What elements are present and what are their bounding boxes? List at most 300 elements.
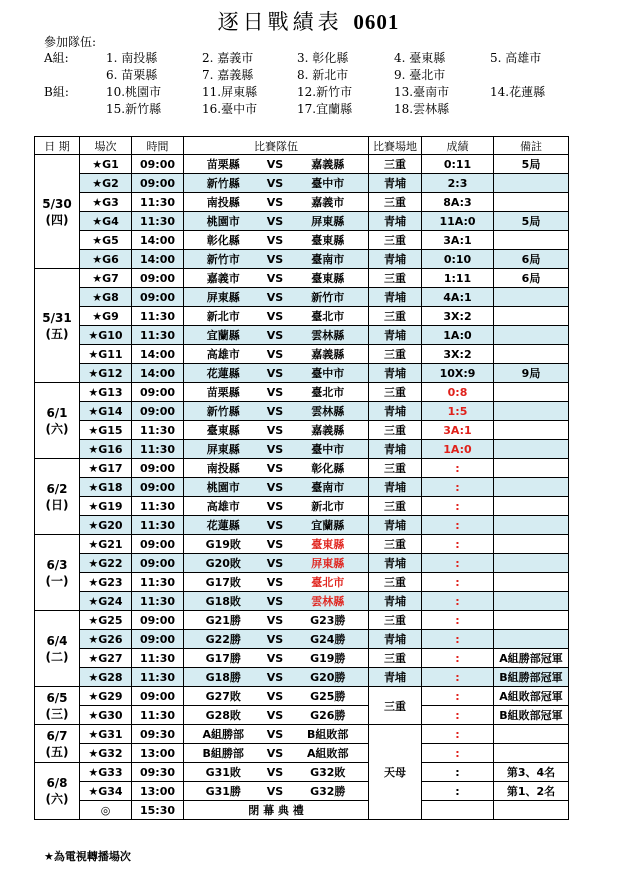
- weekday-label: (五): [45, 326, 69, 341]
- score: :: [422, 668, 494, 687]
- away-team: 屏東縣: [288, 212, 369, 231]
- game-id: ★G29: [80, 687, 132, 706]
- closing-id: ◎: [80, 801, 132, 820]
- note: 6局: [494, 269, 569, 288]
- table-row: [35, 573, 569, 592]
- home-team: 南投縣: [184, 459, 263, 478]
- closing-note: [494, 801, 569, 820]
- weekday-label: (四): [45, 212, 69, 227]
- note: A組勝部冠軍: [494, 649, 569, 668]
- team-entry: 16.臺中市: [202, 102, 258, 116]
- date-cell: [35, 687, 80, 725]
- game-id: ★G23: [80, 573, 132, 592]
- table-row: [35, 193, 569, 212]
- closing-label: 閉 幕 典 禮: [184, 801, 369, 820]
- team-entry: 3. 彰化縣: [297, 51, 349, 65]
- table-row: [35, 231, 569, 250]
- game-time: 09:00: [132, 630, 184, 649]
- game-id: ★G20: [80, 516, 132, 535]
- venue: 青埔: [369, 174, 422, 193]
- team-entry: 8. 新北市: [297, 68, 349, 82]
- table-row: [35, 687, 569, 706]
- home-team: 桃園市: [184, 478, 263, 497]
- home-team: G17勝: [184, 649, 263, 668]
- note: [494, 611, 569, 630]
- game-id: ★G7: [80, 269, 132, 288]
- game-time: 09:00: [132, 402, 184, 421]
- home-team: B組勝部: [184, 744, 263, 763]
- away-team: 臺東縣: [288, 535, 369, 554]
- venue: 三重: [369, 459, 422, 478]
- game-time: 11:30: [132, 307, 184, 326]
- venue: 青埔: [369, 402, 422, 421]
- score: :: [422, 782, 494, 801]
- game-time: 14:00: [132, 231, 184, 250]
- note: B組敗部冠軍: [494, 706, 569, 725]
- game-id: ★G32: [80, 744, 132, 763]
- score: :: [422, 744, 494, 763]
- score: 2:3: [422, 174, 494, 193]
- away-team: 臺南市: [288, 478, 369, 497]
- home-team: G22勝: [184, 630, 263, 649]
- note: [494, 630, 569, 649]
- game-id: ★G8: [80, 288, 132, 307]
- date-cell: [35, 269, 80, 383]
- date-cell: [35, 725, 80, 763]
- score: 0:10: [422, 250, 494, 269]
- note: [494, 497, 569, 516]
- score: :: [422, 592, 494, 611]
- home-team: 彰化縣: [184, 231, 263, 250]
- teams-heading: 參加隊伍:: [44, 35, 97, 49]
- venue: 三重: [369, 383, 422, 402]
- vs-label: VS: [263, 782, 288, 801]
- game-id: ★G9: [80, 307, 132, 326]
- vs-label: VS: [263, 345, 288, 364]
- away-team: 臺中市: [288, 174, 369, 193]
- away-team: 宜蘭縣: [288, 516, 369, 535]
- game-id: ★G31: [80, 725, 132, 744]
- score: :: [422, 706, 494, 725]
- table-row: [35, 440, 569, 459]
- venue: 青埔: [369, 326, 422, 345]
- home-team: G20敗: [184, 554, 263, 573]
- table-row: [35, 554, 569, 573]
- away-team: 臺東縣: [288, 269, 369, 288]
- vs-label: VS: [263, 383, 288, 402]
- vs-label: VS: [263, 155, 288, 174]
- game-id: ★G1: [80, 155, 132, 174]
- table-row: [35, 592, 569, 611]
- col-header-venue: 比賽場地: [369, 137, 422, 155]
- note: [494, 421, 569, 440]
- vs-label: VS: [263, 326, 288, 345]
- table-row: [35, 212, 569, 231]
- score: 3X:2: [422, 307, 494, 326]
- venue: 三重: [369, 269, 422, 288]
- game-id: ★G3: [80, 193, 132, 212]
- vs-label: VS: [263, 573, 288, 592]
- vs-label: VS: [263, 250, 288, 269]
- game-id: ★G14: [80, 402, 132, 421]
- away-team: G19勝: [288, 649, 369, 668]
- note: [494, 402, 569, 421]
- game-time: 11:30: [132, 706, 184, 725]
- home-team: G18勝: [184, 668, 263, 687]
- col-header-time: 時間: [132, 137, 184, 155]
- table-row: [35, 307, 569, 326]
- game-time: 11:30: [132, 440, 184, 459]
- game-id: ★G10: [80, 326, 132, 345]
- date-label: 6/3: [46, 557, 68, 572]
- team-entry: 7. 嘉義縣: [202, 68, 254, 82]
- game-id: ★G28: [80, 668, 132, 687]
- vs-label: VS: [263, 763, 288, 782]
- vs-label: VS: [263, 744, 288, 763]
- weekday-label: (五): [45, 744, 69, 759]
- footnote: ★為電視轉播場次: [44, 850, 131, 863]
- venue: 青埔: [369, 516, 422, 535]
- game-id: ★G11: [80, 345, 132, 364]
- date-label: 6/2: [46, 481, 68, 496]
- note: [494, 478, 569, 497]
- col-header-score: 成績: [422, 137, 494, 155]
- table-row: [35, 421, 569, 440]
- game-id: ★G25: [80, 611, 132, 630]
- away-team: A組敗部: [288, 744, 369, 763]
- page-title: [0, 6, 617, 36]
- vs-label: VS: [263, 535, 288, 554]
- home-team: G28敗: [184, 706, 263, 725]
- game-time: 09:00: [132, 478, 184, 497]
- vs-label: VS: [263, 668, 288, 687]
- vs-label: VS: [263, 288, 288, 307]
- game-id: ★G24: [80, 592, 132, 611]
- score: :: [422, 649, 494, 668]
- team-entry: 5. 高雄市: [490, 51, 542, 65]
- team-entry: 13.臺南市: [394, 85, 450, 99]
- date-label: 6/7: [46, 728, 68, 743]
- col-header-note: 備註: [494, 137, 569, 155]
- home-team: 嘉義市: [184, 269, 263, 288]
- group-a-label: A組:: [44, 51, 69, 65]
- away-team: 嘉義市: [288, 193, 369, 212]
- note: [494, 516, 569, 535]
- game-id: ★G34: [80, 782, 132, 801]
- vs-label: VS: [263, 459, 288, 478]
- weekday-label: (六): [45, 792, 69, 806]
- note: 5局: [494, 212, 569, 231]
- away-team: 臺北市: [288, 383, 369, 402]
- home-team: 花蓮縣: [184, 516, 263, 535]
- game-id: ★G30: [80, 706, 132, 725]
- game-time: 11:30: [132, 516, 184, 535]
- vs-label: VS: [263, 440, 288, 459]
- game-time: 09:00: [132, 687, 184, 706]
- away-team: G25勝: [288, 687, 369, 706]
- vs-label: VS: [263, 231, 288, 250]
- table-row: [35, 782, 569, 801]
- table-row: [35, 630, 569, 649]
- game-id: ★G18: [80, 478, 132, 497]
- home-team: 新北市: [184, 307, 263, 326]
- score: 4A:1: [422, 288, 494, 307]
- note: [494, 345, 569, 364]
- game-id: ★G21: [80, 535, 132, 554]
- note: [494, 535, 569, 554]
- game-time: 09:00: [132, 554, 184, 573]
- venue: 青埔: [369, 288, 422, 307]
- score: 8A:3: [422, 193, 494, 212]
- game-time: 11:30: [132, 421, 184, 440]
- home-team: 新竹縣: [184, 402, 263, 421]
- table-row: [35, 364, 569, 383]
- note: [494, 554, 569, 573]
- vs-label: VS: [263, 725, 288, 744]
- score: 3A:1: [422, 421, 494, 440]
- table-row: [35, 345, 569, 364]
- date-label: 6/8: [46, 776, 68, 790]
- closing-row: [35, 801, 569, 820]
- game-id: ★G27: [80, 649, 132, 668]
- game-time: 09:00: [132, 288, 184, 307]
- score: :: [422, 478, 494, 497]
- vs-label: VS: [263, 193, 288, 212]
- home-team: G31勝: [184, 782, 263, 801]
- note: [494, 174, 569, 193]
- score: 11A:0: [422, 212, 494, 231]
- weekday-label: (二): [45, 649, 69, 664]
- vs-label: VS: [263, 364, 288, 383]
- home-team: G21勝: [184, 611, 263, 630]
- table-row: [35, 269, 569, 288]
- home-team: 屏東縣: [184, 440, 263, 459]
- note: [494, 592, 569, 611]
- team-entry: 17.宜蘭縣: [297, 102, 353, 116]
- home-team: 新竹市: [184, 250, 263, 269]
- group-b-label: B組:: [44, 85, 69, 99]
- home-team: 高雄市: [184, 345, 263, 364]
- vs-label: VS: [263, 706, 288, 725]
- table-row: [35, 611, 569, 630]
- venue: 三重: [369, 573, 422, 592]
- table-row: [35, 725, 569, 744]
- col-header-game: 場次: [80, 137, 132, 155]
- game-time: 09:30: [132, 763, 184, 782]
- game-id: ★G17: [80, 459, 132, 478]
- date-cell: [35, 383, 80, 459]
- vs-label: VS: [263, 630, 288, 649]
- vs-label: VS: [263, 611, 288, 630]
- note: [494, 326, 569, 345]
- date-cell: [35, 459, 80, 535]
- team-entry: 6. 苗栗縣: [106, 68, 158, 82]
- score: :: [422, 630, 494, 649]
- game-id: ★G13: [80, 383, 132, 402]
- game-time: 11:30: [132, 592, 184, 611]
- home-team: G31敗: [184, 763, 263, 782]
- away-team: 屏東縣: [288, 554, 369, 573]
- away-team: 臺南市: [288, 250, 369, 269]
- game-id: ★G16: [80, 440, 132, 459]
- away-team: 臺中市: [288, 364, 369, 383]
- note: 第1、2名: [494, 782, 569, 801]
- game-time: 13:00: [132, 744, 184, 763]
- away-team: 新北市: [288, 497, 369, 516]
- weekday-label: (六): [45, 421, 69, 436]
- venue: 青埔: [369, 592, 422, 611]
- game-time: 11:30: [132, 193, 184, 212]
- date-cell: [35, 611, 80, 687]
- away-team: 雲林縣: [288, 402, 369, 421]
- home-team: 南投縣: [184, 193, 263, 212]
- venue: 三重: [369, 421, 422, 440]
- table-row: [35, 649, 569, 668]
- vs-label: VS: [263, 212, 288, 231]
- venue: 青埔: [369, 668, 422, 687]
- home-team: G27敗: [184, 687, 263, 706]
- table-row: [35, 478, 569, 497]
- vs-label: VS: [263, 174, 288, 193]
- title-code: 0601: [353, 10, 400, 34]
- note: B組勝部冠軍: [494, 668, 569, 687]
- away-team: 雲林縣: [288, 592, 369, 611]
- venue: 青埔: [369, 478, 422, 497]
- game-time: 11:30: [132, 649, 184, 668]
- away-team: 嘉義縣: [288, 345, 369, 364]
- away-team: G24勝: [288, 630, 369, 649]
- schedule-table: [34, 136, 569, 820]
- venue: 三重: [369, 193, 422, 212]
- vs-label: VS: [263, 478, 288, 497]
- away-team: 嘉義縣: [288, 155, 369, 174]
- game-id: ★G12: [80, 364, 132, 383]
- score: 3A:1: [422, 231, 494, 250]
- score: :: [422, 516, 494, 535]
- table-row: [35, 535, 569, 554]
- table-row: [35, 744, 569, 763]
- score: :: [422, 554, 494, 573]
- vs-label: VS: [263, 497, 288, 516]
- venue: 三重: [369, 611, 422, 630]
- team-entry: 14.花蓮縣: [490, 85, 546, 99]
- home-team: 花蓮縣: [184, 364, 263, 383]
- table-row: [35, 250, 569, 269]
- date-label: 6/5: [46, 690, 68, 705]
- game-time: 13:00: [132, 782, 184, 801]
- game-time: 11:30: [132, 668, 184, 687]
- venue: 三重: [369, 307, 422, 326]
- closing-score: [422, 801, 494, 820]
- team-entry: 10.桃園市: [106, 85, 162, 99]
- vs-label: VS: [263, 554, 288, 573]
- table-row: [35, 155, 569, 174]
- game-time: 14:00: [132, 364, 184, 383]
- home-team: 新竹縣: [184, 174, 263, 193]
- home-team: 苗栗縣: [184, 383, 263, 402]
- note: [494, 307, 569, 326]
- away-team: G23勝: [288, 611, 369, 630]
- weekday-label: (日): [45, 497, 69, 512]
- col-header-teams: 比賽隊伍: [184, 137, 369, 155]
- table-row: [35, 383, 569, 402]
- vs-label: VS: [263, 516, 288, 535]
- venue: 三重: [369, 231, 422, 250]
- team-entry: 9. 臺北市: [394, 68, 446, 82]
- away-team: 新竹市: [288, 288, 369, 307]
- away-team: G32敗: [288, 763, 369, 782]
- game-time: 09:00: [132, 174, 184, 193]
- date-cell: [35, 155, 80, 269]
- vs-label: VS: [263, 592, 288, 611]
- game-time: 09:00: [132, 269, 184, 288]
- col-header-date: 日 期: [35, 137, 80, 155]
- game-time: 09:00: [132, 383, 184, 402]
- vs-label: VS: [263, 649, 288, 668]
- note: [494, 459, 569, 478]
- date-label: 5/30: [42, 196, 72, 211]
- date-label: 6/1: [46, 405, 68, 420]
- game-time: 11:30: [132, 326, 184, 345]
- venue: 青埔: [369, 250, 422, 269]
- away-team: 嘉義縣: [288, 421, 369, 440]
- venue: 三重: [369, 345, 422, 364]
- game-time: 14:00: [132, 345, 184, 364]
- venue: 三重: [369, 155, 422, 174]
- away-team: 臺東縣: [288, 231, 369, 250]
- away-team: 雲林縣: [288, 326, 369, 345]
- game-time: 11:30: [132, 573, 184, 592]
- schedule-body: [35, 155, 569, 820]
- title-text: 逐日戰績表: [217, 10, 343, 34]
- table-row: [35, 174, 569, 193]
- vs-label: VS: [263, 269, 288, 288]
- game-time: 11:30: [132, 497, 184, 516]
- away-team: 臺北市: [288, 573, 369, 592]
- away-team: G20勝: [288, 668, 369, 687]
- game-time: 14:00: [132, 250, 184, 269]
- teams-list: [44, 34, 604, 118]
- venue: 青埔: [369, 364, 422, 383]
- score: :: [422, 725, 494, 744]
- note: [494, 193, 569, 212]
- score: :: [422, 611, 494, 630]
- note: 第3、4名: [494, 763, 569, 782]
- team-row: [44, 67, 604, 84]
- table-row: [35, 706, 569, 725]
- table-row: [35, 668, 569, 687]
- score: 1:5: [422, 402, 494, 421]
- score: :: [422, 687, 494, 706]
- home-team: 屏東縣: [184, 288, 263, 307]
- venue: 三重: [369, 687, 422, 725]
- game-time: 11:30: [132, 212, 184, 231]
- away-team: 彰化縣: [288, 459, 369, 478]
- note: [494, 744, 569, 763]
- game-id: ★G15: [80, 421, 132, 440]
- header-row: [35, 137, 569, 155]
- score: 1:11: [422, 269, 494, 288]
- team-entry: 12.新竹市: [297, 85, 353, 99]
- game-time: 09:30: [132, 725, 184, 744]
- game-time: 09:00: [132, 611, 184, 630]
- game-id: ★G22: [80, 554, 132, 573]
- team-row: [44, 50, 604, 67]
- score: 1A:0: [422, 326, 494, 345]
- team-row: [44, 101, 604, 118]
- venue: 青埔: [369, 212, 422, 231]
- venue: 三重: [369, 649, 422, 668]
